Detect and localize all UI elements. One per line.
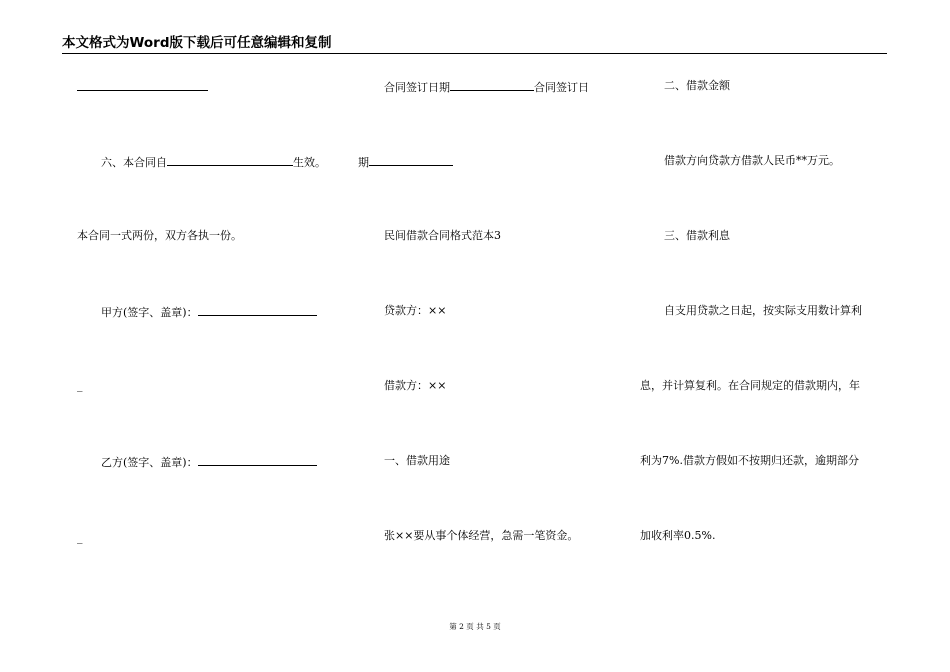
lender-line: 贷款方：×× <box>384 304 447 317</box>
interest-line-3: 利为7%.借款方假如不按期归还款，逾期部分 <box>640 454 859 467</box>
interest-line-4: 加收利率0.5%. <box>640 529 716 542</box>
party-b-signature <box>101 454 317 470</box>
blank-line <box>77 79 208 95</box>
party-b-tail: _ <box>77 531 83 544</box>
party-b-blank <box>198 454 317 466</box>
effective-prefix: 六、本合同自 <box>101 156 167 169</box>
borrower-line: 借款方：×× <box>384 379 447 392</box>
section-two-heading: 二、借款金额 <box>664 79 730 92</box>
sign-date-blank <box>450 79 534 91</box>
effective-date-clause <box>101 154 326 170</box>
sign-date-label: 合同签订日期 <box>384 81 450 94</box>
interest-line-2: 息，并计算复利。在合同规定的借款期内，年 <box>640 379 860 392</box>
sign-place-label: 合同签订日 <box>534 81 589 94</box>
effective-suffix: 生效。 <box>293 156 326 169</box>
section-three-heading: 三、借款利息 <box>664 229 730 242</box>
party-a-label: 甲方(签字、盖章)： <box>101 306 198 319</box>
party-a-signature <box>101 304 317 320</box>
page-footer: 第 2 页 共 5 页 <box>449 622 501 631</box>
interest-line-1: 自支用贷款之日起，按实际支用数计算利 <box>664 304 862 317</box>
party-b-label: 乙方(签字、盖章)： <box>101 456 198 469</box>
loan-amount: 借款方向贷款方借款人民币**万元。 <box>664 154 840 167</box>
sign-place-tail: 期 <box>358 156 369 169</box>
document-header-title: 本文格式为Word版下载后可任意编辑和复制 <box>62 35 332 51</box>
sign-place-blank <box>369 154 453 166</box>
party-a-tail: _ <box>77 379 83 392</box>
party-a-blank <box>198 304 317 316</box>
sign-date-line <box>384 79 589 95</box>
loan-purpose: 张××要从事个体经营，急需一笔资金。 <box>384 529 579 542</box>
sample-title: 民间借款合同格式范本3 <box>384 229 501 242</box>
header-rule <box>62 53 887 54</box>
effective-date-blank <box>167 154 293 166</box>
section-one-heading: 一、借款用途 <box>384 454 450 467</box>
copies-clause: 本合同一式两份，双方各执一份。 <box>77 229 242 242</box>
sign-place-line <box>358 154 453 170</box>
